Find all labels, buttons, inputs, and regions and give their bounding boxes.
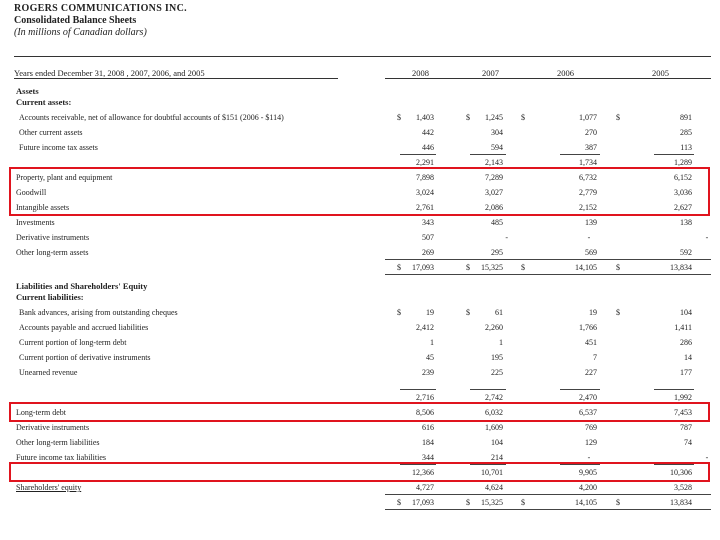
cell-2007: 2,143 (485, 158, 503, 167)
cell-2006: 227 (585, 368, 597, 377)
row-label: Shareholders' equity (16, 483, 82, 492)
cell-2005: 13,834 (670, 263, 692, 272)
row-label: Derivative instruments (16, 233, 90, 242)
table-row (0, 111, 720, 124)
dollar-sign: $ (466, 263, 470, 272)
cell-2007: 2,086 (485, 203, 503, 212)
year-header-2007: 2007 (482, 68, 499, 78)
current-liabilities-heading: Current liabilities: (16, 292, 84, 302)
cell-2006: 569 (585, 248, 597, 257)
cell-2008: 507 (422, 233, 434, 242)
cell-2006: 387 (585, 143, 597, 152)
cell-2006: 1,734 (579, 158, 597, 167)
dollar-sign: $ (521, 263, 525, 272)
cell-2008: 442 (422, 128, 434, 137)
cell-2005: 1,289 (674, 158, 692, 167)
dollar-sign: $ (397, 498, 401, 507)
cell-2007: 15,325 (481, 263, 503, 272)
cell-2005: 7,453 (674, 408, 692, 417)
table-row (0, 436, 720, 449)
subtotal-rule (654, 389, 694, 390)
total-rule (385, 494, 711, 495)
dollar-sign: $ (521, 498, 525, 507)
cell-2005: 177 (680, 368, 692, 377)
cell-2006: 2,779 (579, 188, 597, 197)
dollar-sign: $ (397, 308, 401, 317)
cell-2006: 2,152 (579, 203, 597, 212)
cell-2008: 17,093 (412, 498, 434, 507)
cell-2005: 104 (680, 308, 692, 317)
row-label: Property, plant and equipment (16, 173, 113, 182)
table-row (0, 126, 720, 139)
highlight-box-long-term-assets (9, 167, 710, 216)
cell-2006: 7 (593, 353, 597, 362)
cell-2007: 225 (491, 368, 503, 377)
cell-2007: 195 (491, 353, 503, 362)
cell-2007: 61 (495, 308, 503, 317)
row-label: Accounts receivable, net of allowance for doubtful accounts of $151 (2006 - $114) (19, 113, 284, 122)
subtotal-rule (470, 154, 506, 155)
table-row (0, 216, 720, 229)
cell-2006: 270 (585, 128, 597, 137)
row-label: Other long-term liabilities (16, 438, 100, 447)
dollar-sign: $ (616, 498, 620, 507)
dollar-sign: $ (397, 113, 401, 122)
cell-2006: - (587, 233, 591, 242)
cell-2007: 4,624 (485, 483, 503, 492)
cell-2005: 14 (684, 353, 692, 362)
cell-2008: 616 (422, 423, 434, 432)
row-label: Accounts payable and accrued liabilities (19, 323, 149, 332)
subtotal-rule (470, 389, 506, 390)
cell-2005: 592 (680, 248, 692, 257)
cell-2005: 6,152 (674, 173, 692, 182)
dollar-sign: $ (466, 498, 470, 507)
cell-2008: 343 (422, 218, 434, 227)
cell-2006: 6,537 (579, 408, 597, 417)
cell-2006: 1,077 (579, 113, 597, 122)
dollar-sign: $ (397, 263, 401, 272)
row-label: Future income tax assets (19, 143, 98, 152)
row-label: Future income tax liabilities (16, 453, 106, 462)
units-note: (In millions of Canadian dollars) (14, 27, 147, 38)
cell-2008: 2,716 (416, 393, 434, 402)
row-label: Derivative instruments (16, 423, 90, 432)
row-label: Goodwill (16, 188, 47, 197)
cell-2008: 1,403 (416, 113, 434, 122)
statement-title: Consolidated Balance Sheets (14, 15, 137, 26)
cell-2006: 2,470 (579, 393, 597, 402)
cell-2007: 1 (499, 338, 503, 347)
company-name: ROGERS COMMUNICATIONS INC. (14, 3, 187, 14)
table-row (0, 321, 720, 334)
shareholders-equity-row (0, 481, 720, 494)
highlight-box-liabilities-subtotal (9, 462, 710, 482)
cell-2005: 286 (680, 338, 692, 347)
cell-2006: - (587, 453, 591, 462)
cell-2005: 891 (680, 113, 692, 122)
total-rule (385, 259, 711, 260)
dollar-sign: $ (466, 113, 470, 122)
cell-2006: 769 (585, 423, 597, 432)
cell-2007: 2,742 (485, 393, 503, 402)
cell-2005: 1,411 (674, 323, 692, 332)
cell-2006: 4,200 (579, 483, 597, 492)
cell-2008: 2,761 (416, 203, 434, 212)
subtotal-rule (560, 389, 600, 390)
cell-2008: 45 (426, 353, 434, 362)
table-row (0, 231, 720, 244)
row-label: Other long-term assets (16, 248, 89, 257)
assets-heading: Assets (16, 86, 39, 96)
year-header-2008: 2008 (412, 68, 429, 78)
cell-2006: 9,905 (579, 468, 597, 477)
year-header-2006: 2006 (557, 68, 574, 78)
table-row (0, 141, 720, 154)
cell-2008: 239 (422, 368, 434, 377)
row-label: Long-term debt (16, 408, 66, 417)
cell-2005: 113 (680, 143, 692, 152)
cell-2007: 7,289 (485, 173, 503, 182)
dollar-sign: $ (466, 308, 470, 317)
cell-2008: 17,093 (412, 263, 434, 272)
row-label: Other current assets (19, 128, 83, 137)
subtotal-rule (654, 154, 694, 155)
cell-2008: 4,727 (416, 483, 434, 492)
cell-2006: 14,105 (575, 498, 597, 507)
cell-2008: 7,898 (416, 173, 434, 182)
cell-2007: 1,245 (485, 113, 503, 122)
table-row (0, 336, 720, 349)
cell-2007: 1,609 (485, 423, 503, 432)
cell-2007: 2,260 (485, 323, 503, 332)
cell-2007: 295 (491, 248, 503, 257)
row-label: Intangible assets (16, 203, 70, 212)
cell-2005: 74 (684, 438, 692, 447)
cell-2008: 1 (430, 338, 434, 347)
cell-2007: 6,032 (485, 408, 503, 417)
cell-2008: 2,291 (416, 158, 434, 167)
cell-2007: 594 (491, 143, 503, 152)
period-label: Years ended December 31, 2008 , 2007, 2006, and 2005 (14, 68, 205, 78)
cell-2005: - (705, 233, 709, 242)
row-label: Bank advances, arising from outstanding cheques (19, 308, 178, 317)
cell-2008: 3,024 (416, 188, 434, 197)
subtotal-rule (400, 154, 436, 155)
dollar-sign: $ (616, 263, 620, 272)
cell-2007: 214 (491, 453, 503, 462)
year-header-2005: 2005 (652, 68, 669, 78)
cell-2005: - (705, 453, 709, 462)
cell-2008: 19 (426, 308, 434, 317)
cell-2006: 6,732 (579, 173, 597, 182)
table-row (0, 351, 720, 364)
row-label: Investments (16, 218, 55, 227)
cell-2007: 15,325 (481, 498, 503, 507)
row-label: Current portion of long-term debt (19, 338, 127, 347)
table-row (0, 421, 720, 434)
cell-2007: - (505, 233, 508, 242)
header-underline (14, 78, 338, 79)
total-liabilities-equity-row (0, 496, 720, 509)
cell-2007: 10,701 (481, 468, 503, 477)
liabilities-heading: Liabilities and Shareholders' Equity (16, 281, 148, 291)
dollar-sign: $ (616, 113, 620, 122)
cell-2008: 269 (422, 248, 434, 257)
cell-2008: 446 (422, 143, 434, 152)
cell-2008: 12,366 (412, 468, 434, 477)
cell-2005: 2,627 (674, 203, 692, 212)
dollar-sign: $ (521, 113, 525, 122)
cell-2006: 139 (585, 218, 597, 227)
cell-2008: 8,506 (416, 408, 434, 417)
dollar-sign: $ (616, 308, 620, 317)
cell-2006: 19 (589, 308, 597, 317)
total-assets-row (0, 261, 720, 274)
cell-2005: 3,036 (674, 188, 692, 197)
cell-2006: 451 (585, 338, 597, 347)
cell-2006: 1,766 (579, 323, 597, 332)
cell-2006: 129 (585, 438, 597, 447)
cell-2008: 184 (422, 438, 434, 447)
cell-2008: 344 (422, 453, 434, 462)
table-row (0, 366, 720, 379)
header-underline (385, 78, 711, 79)
cell-2007: 104 (491, 438, 503, 447)
cell-2005: 285 (680, 128, 692, 137)
cell-2007: 3,027 (485, 188, 503, 197)
cell-2007: 304 (491, 128, 503, 137)
cell-2007: 485 (491, 218, 503, 227)
subtotal-rule (400, 389, 436, 390)
cell-2005: 10,306 (670, 468, 692, 477)
row-label: Unearned revenue (19, 368, 78, 377)
table-row (0, 246, 720, 259)
cell-2005: 787 (680, 423, 692, 432)
table-row (0, 306, 720, 319)
header-rule (14, 56, 711, 57)
current-assets-heading: Current assets: (16, 97, 72, 107)
cell-2005: 138 (680, 218, 692, 227)
row-label: Current portion of derivative instruments (19, 353, 151, 362)
highlight-box-long-term-debt (9, 402, 710, 422)
total-rule (385, 274, 711, 275)
cell-2005: 13,834 (670, 498, 692, 507)
total-rule (385, 509, 711, 510)
cell-2008: 2,412 (416, 323, 434, 332)
cell-2005: 1,992 (674, 393, 692, 402)
subtotal-rule (560, 154, 600, 155)
cell-2006: 14,105 (575, 263, 597, 272)
cell-2005: 3,528 (674, 483, 692, 492)
